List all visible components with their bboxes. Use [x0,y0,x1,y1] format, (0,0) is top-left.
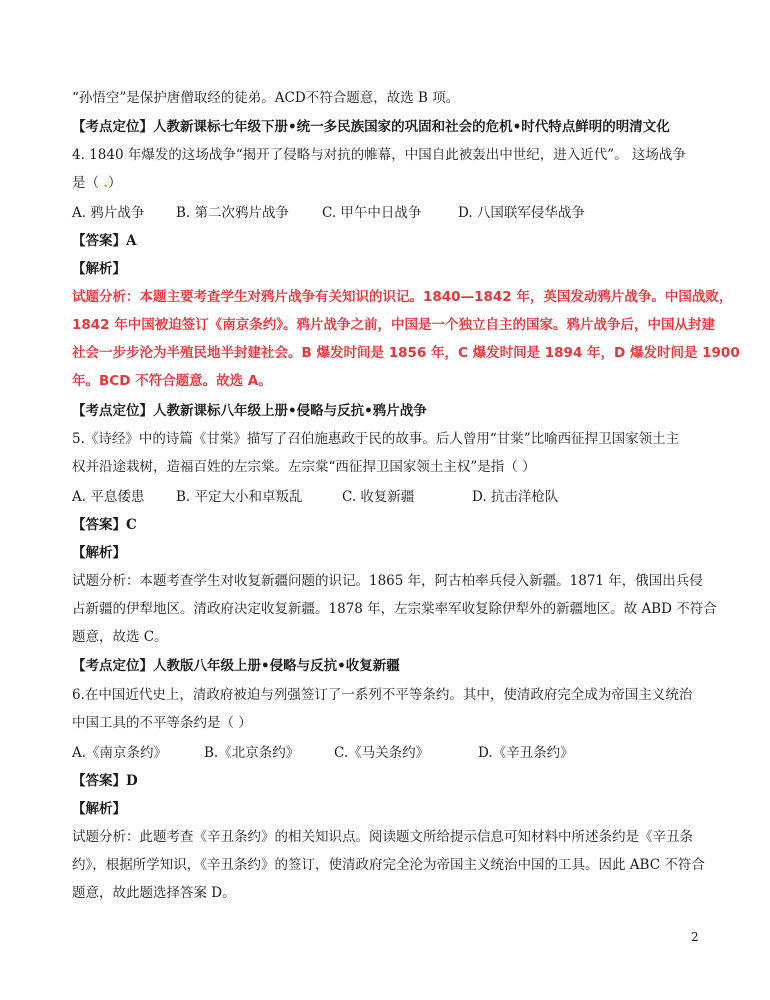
question-5-stem: 5.《诗经》中的诗篇《甘棠》描写了召伯施惠政于民的故事。后人曾用“甘棠”比喻西征捍卫国家领土主 [72,431,680,447]
option: A.《南京条约》 [72,745,168,761]
question-5-options [72,487,558,507]
page-number: 2 [691,930,699,944]
question-6-stem: 6.在中国近代史上，清政府被迫与列强签订了一系列不平等条约。其中，使清政府完全成为帝国主义统治 [72,687,693,703]
analysis-text: 题意，故选 C。 [72,629,168,645]
analysis-text: 占新疆的伊犁地区。清政府决定收复新疆。1878 年，左宗棠率军收复除伊犁外的新疆地区。故 ABD 不符合 [72,601,717,617]
question-4-stem-cont [72,173,122,193]
question-6-stem-cont: 中国工具的不平等条约是（ ） [72,715,252,731]
analysis-text: 1842 年中国被迫签订《南京条约》。鸦片战争之前，中国是一个独立自主的国家。鸦片战争后，中国从封建 [72,317,716,333]
analysis-text: 约》，根据所学知识，《辛丑条约》的签订，使清政府完全沦为帝国主义统治中国的工具。因此 ABC 不符合 [72,857,705,873]
answer-label: 【答案】C [72,517,137,533]
dot-mark: . [103,175,108,191]
stem-text: ） [108,175,122,191]
option: B.《北京条约》 [204,745,300,761]
question-5-stem-cont: 权并沿途栽树，造福百姓的左宗棠。左宗棠“西征捍卫国家领土主权”是指（ ） [72,459,536,475]
analysis-text: 社会一步步沦为半殖民地半封建社会。B 爆发时间是 1856 年，C 爆发时间是 1894 年，D 爆发时间是 1900 [72,345,740,361]
analysis-text: 试题分析：本题主要考查学生对鸦片战争有关知识的识记。1840—1842 年，英国发动鸦片战争。中国战败， [72,289,733,305]
analysis-text: 试题分析：此题考查《辛丑条约》的相关知识点。阅读题文所给提示信息可知材料中所述条约是《辛丑条 [72,829,693,845]
question-4-options [72,203,585,223]
answer-label: 【答案】D [72,773,138,789]
option: D. 八国联军侵华战争 [458,205,585,221]
kaodian-label: 【考点定位】人教版八年级上册•侵略与反抗•收复新疆 [72,658,400,674]
option: B. 第二次鸦片战争 [176,205,290,221]
analysis-text: 年。BCD 不符合题意。故选 A。 [72,373,272,389]
option: A. 鸦片战争 [72,205,145,221]
analysis-label: 【解析】 [72,261,126,277]
option: C. 甲午中日战争 [322,205,422,221]
text-line: “孙悟空”是保护唐僧取经的徒弟。ACD不符合题意，故选 B 项。 [72,90,460,106]
kaodian-label: 【考点定位】人教新课标八年级上册•侵略与反抗•鸦片战争 [72,403,427,419]
question-4-stem: 4. 1840 年爆发的这场战争“揭开了侵略与对抗的帷幕，中国自此被轰出中世纪，进入近代”。 这场战争 [72,147,686,163]
option: D. 抗击洋枪队 [472,489,559,505]
analysis-label: 【解析】 [72,801,126,817]
question-6-options [72,743,574,763]
analysis-label: 【解析】 [72,545,126,561]
answer-label: 【答案】A [72,233,137,249]
option: C.《马关条约》 [334,745,430,761]
option: D.《辛丑条约》 [478,745,574,761]
stem-text: 是（ [72,175,104,191]
option: C. 收复新疆 [342,489,415,505]
analysis-text: 试题分析：本题考查学生对收复新疆问题的识记。1865 年，阿古柏率兵侵入新疆。1871 年，俄国出兵侵 [72,573,703,589]
kaodian-label: 【考点定位】人教新课标七年级下册•统一多民族国家的巩固和社会的危机•时代特点鲜明的明清文化 [72,119,670,135]
option: B. 平定大小和卓叛乱 [176,489,303,505]
option: A. 平息倭患 [72,489,145,505]
analysis-text: 题意，故此题选择答案 D。 [72,885,236,901]
